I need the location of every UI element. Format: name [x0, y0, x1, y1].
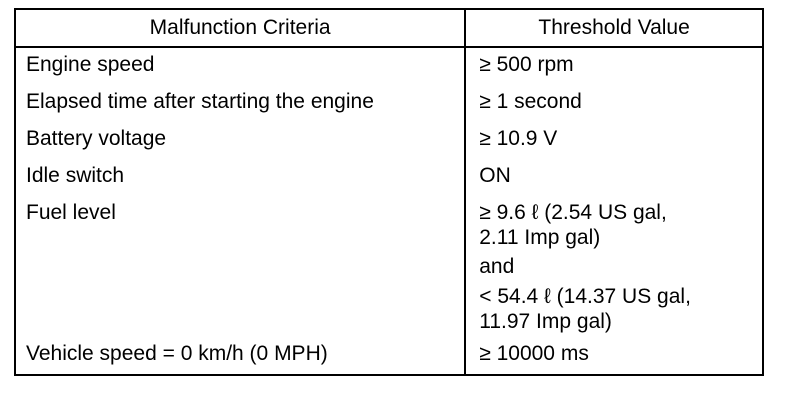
threshold-cell [465, 47, 763, 85]
malfunction-criteria-table [14, 8, 764, 376]
table-row [15, 122, 763, 159]
criteria-cell: Vehicle speed = 0 km/h (0 MPH) [15, 337, 465, 375]
threshold-value-line: 11.97 Imp gal) [479, 309, 612, 333]
table-row [15, 196, 763, 337]
threshold-value-line: ≥ 9.6 ℓ (2.54 US gal, [479, 201, 667, 224]
threshold-value: ≥ 1 second [479, 90, 582, 113]
table-row [15, 159, 763, 196]
threshold-value-line: 2.11 Imp gal) [479, 226, 601, 250]
threshold-value: ≥ 500 rpm [479, 53, 574, 76]
threshold-value: ≥ 10.9 V [479, 127, 558, 150]
table-header-row [15, 9, 763, 47]
threshold-value: ON [479, 164, 511, 187]
table-row [15, 85, 763, 122]
criteria-cell: Idle switch [15, 159, 465, 196]
table-row [15, 47, 763, 85]
threshold-cell [465, 159, 763, 196]
threshold-cell [465, 122, 763, 159]
criteria-cell: Battery voltage [15, 122, 465, 159]
criteria-cell: Elapsed time after starting the engine [15, 85, 465, 122]
header-threshold-value: Threshold Value [465, 9, 763, 47]
threshold-value: ≥ 10000 ms [479, 341, 589, 365]
threshold-cell [465, 85, 763, 122]
criteria-cell: Engine speed [15, 47, 465, 85]
header-malfunction-criteria: Malfunction Criteria [15, 9, 465, 47]
threshold-value-line: < 54.4 ℓ (14.37 US gal, [479, 284, 691, 308]
threshold-cell [465, 337, 763, 375]
table-row [15, 337, 763, 375]
criteria-cell: Fuel level [15, 196, 465, 337]
threshold-cell [465, 196, 763, 337]
threshold-conjunction: and [479, 255, 515, 279]
